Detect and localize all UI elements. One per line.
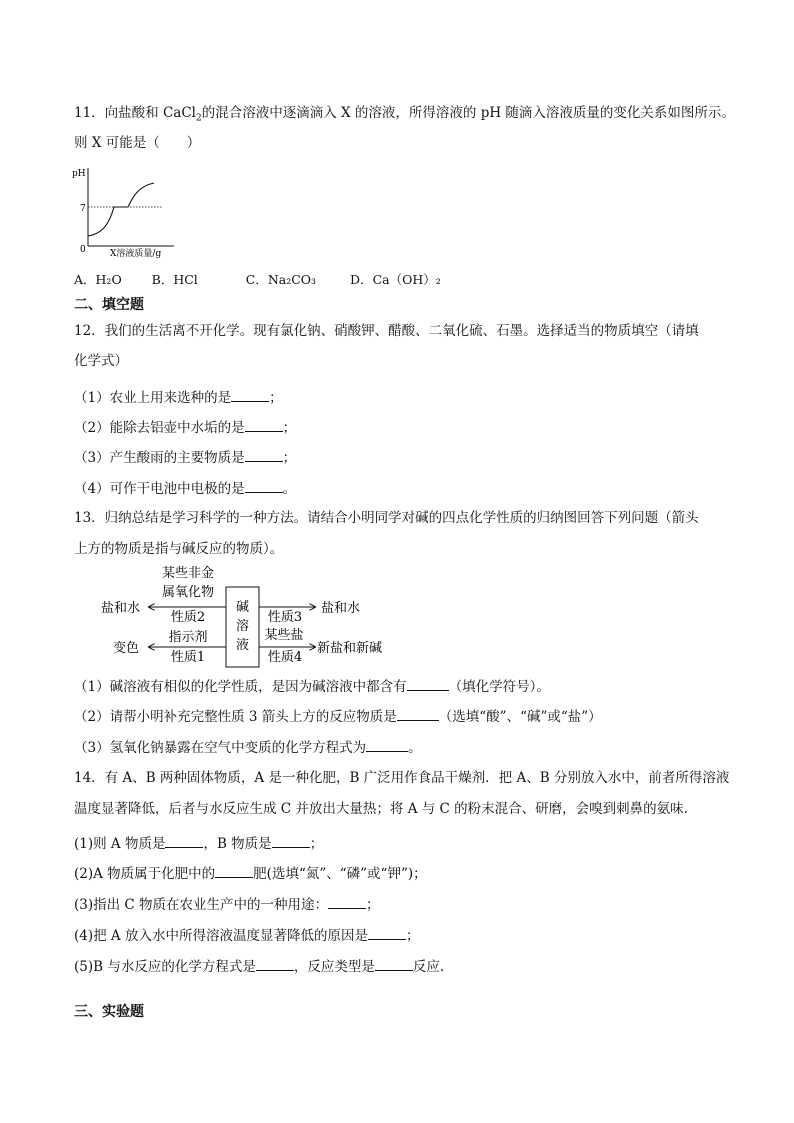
graph-x-label: X溶液质量/g xyxy=(110,249,162,259)
graph-y-label: pH xyxy=(72,169,86,179)
answer-blank[interactable] xyxy=(245,478,283,493)
label-salt-water-right: 盐和水 xyxy=(321,601,361,616)
label-nonmetal-oxide-1: 某些非金 xyxy=(161,566,215,581)
q12-item-2: （2）能除去铝壶中水垢的是 ； xyxy=(74,417,296,437)
q13-item-3: （3）氢氧化钠暴露在空气中变质的化学方程式为 。 xyxy=(74,737,422,757)
answer-blank[interactable] xyxy=(256,956,294,971)
ph-graph xyxy=(70,164,190,260)
answer-blank[interactable] xyxy=(245,447,283,462)
answer-blank[interactable] xyxy=(215,863,253,878)
q11-stem-line2: 则 X 可能是（ ） xyxy=(74,135,201,151)
answer-blank[interactable] xyxy=(328,894,366,909)
label-property4: 性质4 xyxy=(267,650,303,665)
answer-blank[interactable] xyxy=(366,737,408,752)
answer-blank[interactable] xyxy=(231,387,269,402)
q14-item-2: (2)A 物质属于化肥中的 肥(选填“氮”、“磷”或“钾”)； xyxy=(74,863,427,883)
answer-blank[interactable] xyxy=(407,676,449,691)
answer-blank[interactable] xyxy=(375,956,413,971)
q11-options xyxy=(74,271,441,289)
box-char-1: 碱 xyxy=(235,600,250,615)
label-property1: 性质1 xyxy=(170,650,206,665)
q11-stem-line1: 11．向盐酸和 CaCl$_2$的混合溶液中逐滴滴入 X 的溶液，所得溶液的 pH 随滴入溶液质量的变化关系如图所示。 xyxy=(74,105,735,124)
q14-item-1: (1)则 A 物质是 ，B 物质是 ； xyxy=(74,833,323,853)
q12-item-3: （3）产生酸雨的主要物质是 ； xyxy=(74,447,296,467)
option-a[interactable]: A．H₂O xyxy=(74,272,122,287)
graph-ph-curve xyxy=(88,183,154,236)
label-nonmetal-oxide-2: 属氧化物 xyxy=(161,585,215,600)
q12-stem-line1: 12．我们的生活离不开化学。现有氯化钠、硝酸钾、醋酸、二氧化硫、石墨。选择适当的物质填空（请填 xyxy=(74,323,699,339)
label-new-salt-base: 新盐和新碱 xyxy=(317,641,383,656)
box-char-3: 液 xyxy=(235,638,250,653)
q12-item-4: （4）可作干电池中电极的是 。 xyxy=(74,478,296,498)
q13-stem-line2: 上方的物质是指与碱反应的物质）。 xyxy=(74,541,284,557)
answer-blank[interactable] xyxy=(165,833,203,848)
graph-origin: 0 xyxy=(80,245,86,255)
label-property2: 性质2 xyxy=(170,610,206,625)
answer-blank[interactable] xyxy=(397,706,439,721)
option-b[interactable]: B．HCl xyxy=(151,272,198,287)
base-properties-diagram xyxy=(95,564,425,670)
label-some-salt: 某些盐 xyxy=(264,628,304,643)
q12-stem-line2: 化学式） xyxy=(74,353,128,369)
q14-item-5: (5)B 与水反应的化学方程式是 ，反应类型是 反应. xyxy=(74,956,444,976)
q13-item-2: （2）请帮小明补充完整性质 3 箭头上方的反应物质是 （选填“酸”、“碱”或“盐”） xyxy=(74,706,602,726)
label-indicator: 指示剂 xyxy=(168,630,208,645)
label-salt-water-left: 盐和水 xyxy=(101,601,141,616)
section2-title: 二、填空题 xyxy=(74,297,144,313)
q12-item-1: （1）农业上用来选种的是 ； xyxy=(74,387,283,407)
q14-item-3: (3)指出 C 物质在农业生产中的一种用途： ； xyxy=(74,894,380,914)
graph-y-tick: 7 xyxy=(80,204,86,214)
option-c[interactable]: C．Na₂CO₃ xyxy=(245,272,317,287)
q13-stem-line1: 13．归纳总结是学习科学的一种方法。请结合小明同学对碱的四点化学性质的归纳图回答下列问题（箭头 xyxy=(74,510,699,526)
option-d[interactable]: D．Ca（OH）₂ xyxy=(350,272,441,287)
q13-item-1: （1）碱溶液有相似的化学性质，是因为碱溶液中都含有 （填化学符号）。 xyxy=(74,676,550,696)
q14-stem-line1: 14．有 A、B 两种固体物质，A 是一种化肥，B 广泛用作食品干燥剂．把 A、B 分别放入水中，前者所得溶液 xyxy=(74,770,730,786)
q14-stem-line2: 温度显著降低，后者与水反应生成 C 并放出大量热；将 A 与 C 的粉末混合、研磨，会嗅到刺鼻的氨味． xyxy=(74,801,698,817)
label-property3: 性质3 xyxy=(267,610,303,625)
box-char-2: 溶 xyxy=(235,619,250,634)
q14-item-4: (4)把 A 放入水中所得溶液温度显著降低的原因是 ； xyxy=(74,925,419,945)
answer-blank[interactable] xyxy=(368,925,406,940)
label-color-change: 变色 xyxy=(113,641,140,656)
section3-title: 三、实验题 xyxy=(74,1004,144,1020)
answer-blank[interactable] xyxy=(245,417,283,432)
answer-blank[interactable] xyxy=(272,833,310,848)
